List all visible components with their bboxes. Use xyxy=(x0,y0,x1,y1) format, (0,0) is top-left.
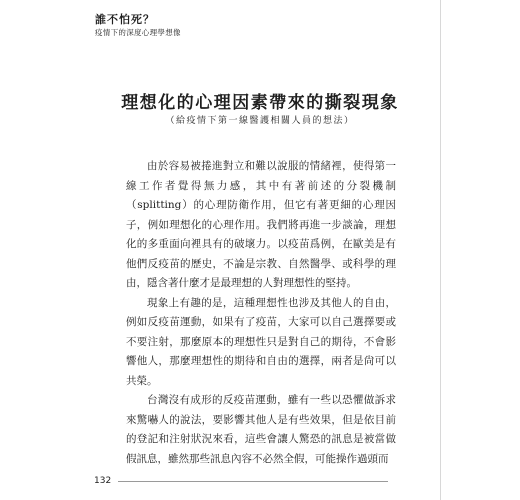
book-subtitle: 疫情下的深度心理學想像 xyxy=(95,28,181,37)
page-edge-divider xyxy=(440,0,441,500)
body-text xyxy=(126,157,396,469)
paragraph: 現象上有趣的是，這種理想性也涉及其他人的自由，例如反疫苗運動，如果有了疫苗，大家可以自己選擇要或不要注射，那麼原本的理想性只是對自己的期待，不會影響他人，那麼理想性的期待和自由的選擇，兩者是尙可以共榮。 xyxy=(126,296,396,387)
footer-rule xyxy=(118,481,388,482)
chapter-title: 理想化的心理因素帶來的撕裂現象 xyxy=(121,93,399,113)
page-number: 132 xyxy=(94,476,112,486)
book-title-wrapper xyxy=(95,13,155,27)
paragraph: 由於容易被捲進對立和難以說服的情緒裡，使得第一線工作者覺得無力感，其中有著前述的分裂機制（splitting）的心理防衛作用，但它有著更細的心理因子，例如理想化的心理作用。我們將再進一步談論，理想化的多重面向裡具有的破壞力。以疫苗爲例，在歐美是有他們反疫苗的歷史，不論是宗教、自然醫學、或科學的理由，隱含著什麼才是最理想的人對理想性的堅持。 xyxy=(126,160,396,289)
chapter-subtitle: （給疫情下第一線醫護相關人員的想法） xyxy=(165,116,355,126)
paragraph: 台灣沒有成形的反疫苗運動，雖有一些以恐懼做訴求來驚嚇人的說法，要影響其他人是有些效果，但是依目前的登記和注射狀況來看，這些會讓人驚恐的訊息是被當做假訊息，雖然那些訊息內容不必然全假，可能操作過頭而 xyxy=(126,394,396,465)
running-header xyxy=(95,8,181,38)
book-title: 誰不怕死？ xyxy=(95,13,155,26)
